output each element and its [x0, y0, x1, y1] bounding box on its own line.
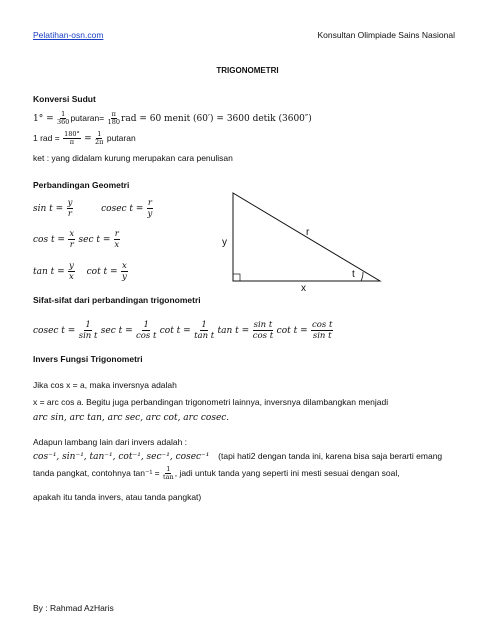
text: (tapi hati2 dengan tanda ini, karena bisa saja berarti emang: [218, 451, 443, 461]
text: sin t =: [33, 203, 64, 214]
konversi-line-2: [33, 131, 136, 146]
text: cosec t =: [101, 203, 144, 214]
sifat-row: [33, 320, 334, 341]
fraction: $\frac{1}{\tan}$: [163, 465, 174, 481]
text: , jadi untuk tanda yang seperti ini mesti sesuai dengan soal,: [174, 467, 400, 478]
konversi-line-1: [33, 111, 312, 126]
heading-sifat: Sifat-sifat dari perbandingan trigonometri: [33, 295, 201, 305]
right-triangle-diagram: [220, 188, 400, 298]
fraction: $\frac{180^\circ}{\pi}$: [64, 130, 80, 146]
text: 1 rad =: [33, 132, 60, 143]
fraction: $\frac{1}{\text{sin t}}$: [78, 320, 98, 341]
text: sec t =: [100, 325, 133, 336]
konversi-ket: ket : yang didalam kurung merupakan cara penulisan: [33, 153, 233, 163]
heading-invers: Invers Fungsi Trigonometri: [33, 354, 143, 364]
fraction: $\frac{\pi}{180}$: [107, 110, 121, 126]
perbandingan-row-1: [33, 198, 154, 219]
fraction: $\frac{1}{360}$: [57, 110, 70, 126]
perbandingan-row-2: [33, 229, 121, 250]
text: cos⁻¹, sin⁻¹, tan⁻¹, cot⁻¹, sec⁻¹, cosec⁻¹: [33, 452, 210, 462]
page-title: TRIGONOMETRI: [216, 66, 279, 75]
invers-p3: arc sin, arc tan, arc sec, arc cot, arc cosec.: [33, 413, 230, 423]
header-subtitle: Konsultan Olimpiade Sains Nasional: [317, 30, 455, 40]
invers-p2: x = arc cos a. Begitu juga perbandingan trigonometri lainnya, inversnya dilambangkan menjadi: [33, 397, 389, 407]
fraction: $\frac{r}{y}$: [147, 198, 153, 219]
triangle-label-t: t: [352, 269, 355, 280]
invers-p5: [33, 451, 442, 462]
fraction: $\frac{1}{\text{tan t}}$: [194, 320, 215, 341]
fraction: $\frac{x}{y}$: [121, 261, 127, 282]
triangle-label-x: x: [301, 283, 306, 294]
text: tan t =: [33, 266, 65, 277]
perbandingan-row-3: [33, 261, 129, 282]
text: sec t =: [78, 234, 111, 245]
text: cosec t =: [33, 325, 76, 336]
triangle-label-y: y: [222, 237, 227, 248]
text: rad = 60 menit (60′) = 3600 detik (3600″): [121, 113, 312, 124]
fraction: $\frac{y}{x}$: [69, 261, 74, 282]
text: =: [84, 133, 92, 144]
invers-p4: Adapun lambang lain dari invers adalah :: [33, 437, 188, 447]
invers-p6: [33, 466, 400, 481]
text: putaran: [106, 132, 136, 143]
heading-perbandingan: Perbandingan Geometri: [33, 180, 130, 190]
fraction: $\frac{\text{cos t}}{\text{sin t}}$: [312, 320, 333, 341]
text: tan t =: [217, 325, 250, 336]
heading-konversi: Konversi Sudut: [33, 94, 96, 104]
triangle-label-r: r: [306, 227, 310, 238]
text: cot t =: [86, 266, 118, 277]
fraction: $\frac{1}{2\pi}$: [95, 130, 104, 146]
invers-p7: apakah itu tanda invers, atau tanda pangkat): [33, 492, 202, 502]
fraction: $\frac{1}{\text{cos t}}$: [136, 320, 157, 341]
invers-p1: Jika cos x = a, maka inversnya adalah: [33, 380, 177, 390]
fraction: $\frac{\text{sin t}}{\text{cos t}}$: [252, 320, 274, 341]
right-angle-mark: [233, 274, 240, 281]
footer-author: By : Rahmad AzHaris: [33, 603, 114, 613]
text: cot t =: [159, 325, 191, 336]
angle-arc: [361, 272, 363, 281]
text: putaran=: [70, 112, 105, 123]
text: tanda pangkat, contohnya tan⁻¹ =: [33, 467, 160, 478]
text: cot t =: [276, 325, 308, 336]
fraction: $\frac{r}{x}$: [114, 229, 120, 250]
text: 1° =: [33, 113, 54, 124]
fraction: $\frac{y}{r}$: [67, 198, 73, 219]
fraction: $\frac{x}{r}$: [69, 229, 75, 250]
header-site-link[interactable]: Pelatihan-osn.com: [33, 30, 104, 40]
text: cos t =: [33, 234, 65, 245]
